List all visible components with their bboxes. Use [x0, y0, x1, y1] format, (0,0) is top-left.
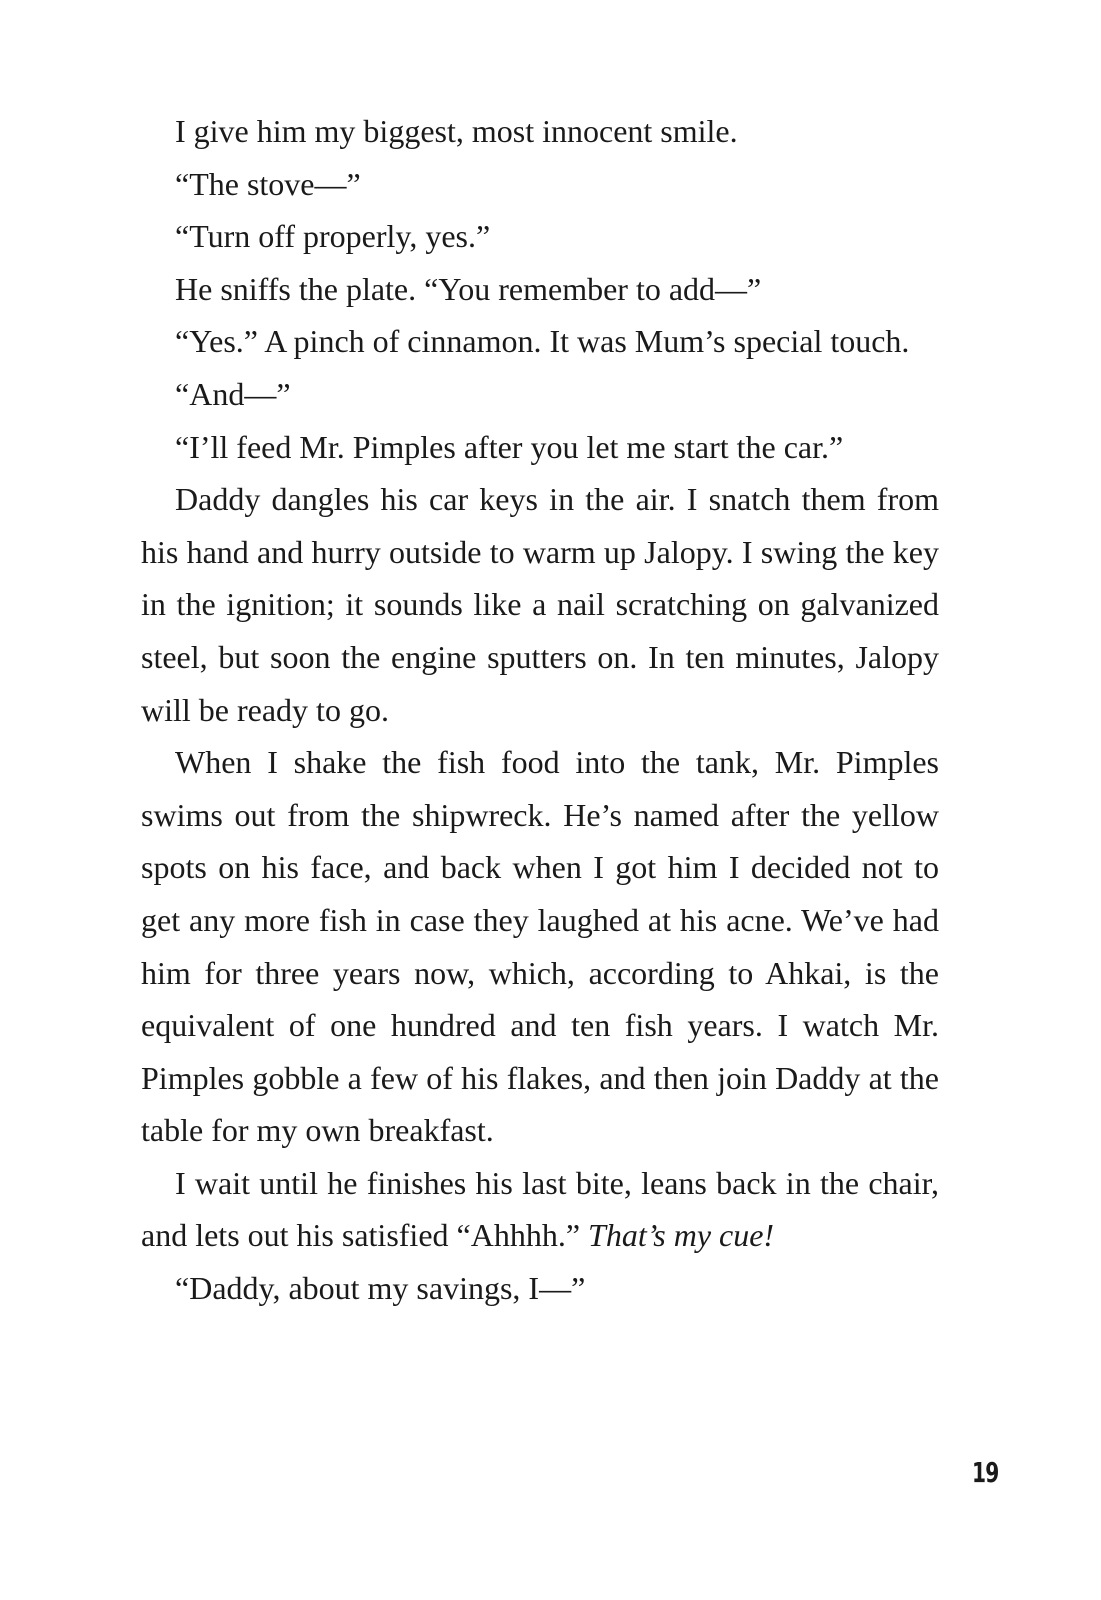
- paragraph: [141, 1157, 939, 1262]
- page-number: 19: [972, 1456, 999, 1489]
- paragraph: “Yes.” A pinch of cinnamon. It was Mum’s special touch.: [175, 323, 910, 360]
- paragraph: “Daddy, about my savings, I—”: [175, 1270, 586, 1307]
- paragraph: “Turn off properly, yes.”: [175, 218, 491, 255]
- paragraph: “And—”: [175, 375, 291, 412]
- paragraph: I give him my biggest, most innocent smile.: [175, 113, 738, 149]
- paragraph: “The stove—”: [175, 165, 361, 202]
- body-text: [141, 105, 939, 1315]
- italic-emphasis: That’s my cue!: [588, 1217, 775, 1254]
- paragraph: “I’ll feed Mr. Pimples after you let me start the car.”: [175, 428, 844, 465]
- paragraph: When I shake the fish food into the tank, Mr. Pimples swims out from the shipwreck. He’s named after the yellow spots on his face, and back when I got him I decided not to get any more fish in case they laughed at his acne. We’ve had him for three years now, which, according to Ahkai, is the equivalent of one hundred and ten fish years. I watch Mr. Pimples gobble a few of his flakes, and then join Daddy at the table for my own breakfast.: [141, 744, 939, 1149]
- paragraph: He sniffs the plate. “You remember to add—”: [175, 270, 762, 307]
- paragraph: Daddy dangles his car keys in the air. I snatch them from his hand and hurry outside to warm up Jalopy. I swing the key in the ignition; it sounds like a nail scratching on galvanized steel, but soon the engine sputters on. In ten minutes, Jalopy will be ready to go.: [141, 481, 939, 728]
- paragraph-text: I wait until he finishes his last bite, leans back in the chair, and lets out his satisfied “Ahhhh.”: [141, 1164, 939, 1254]
